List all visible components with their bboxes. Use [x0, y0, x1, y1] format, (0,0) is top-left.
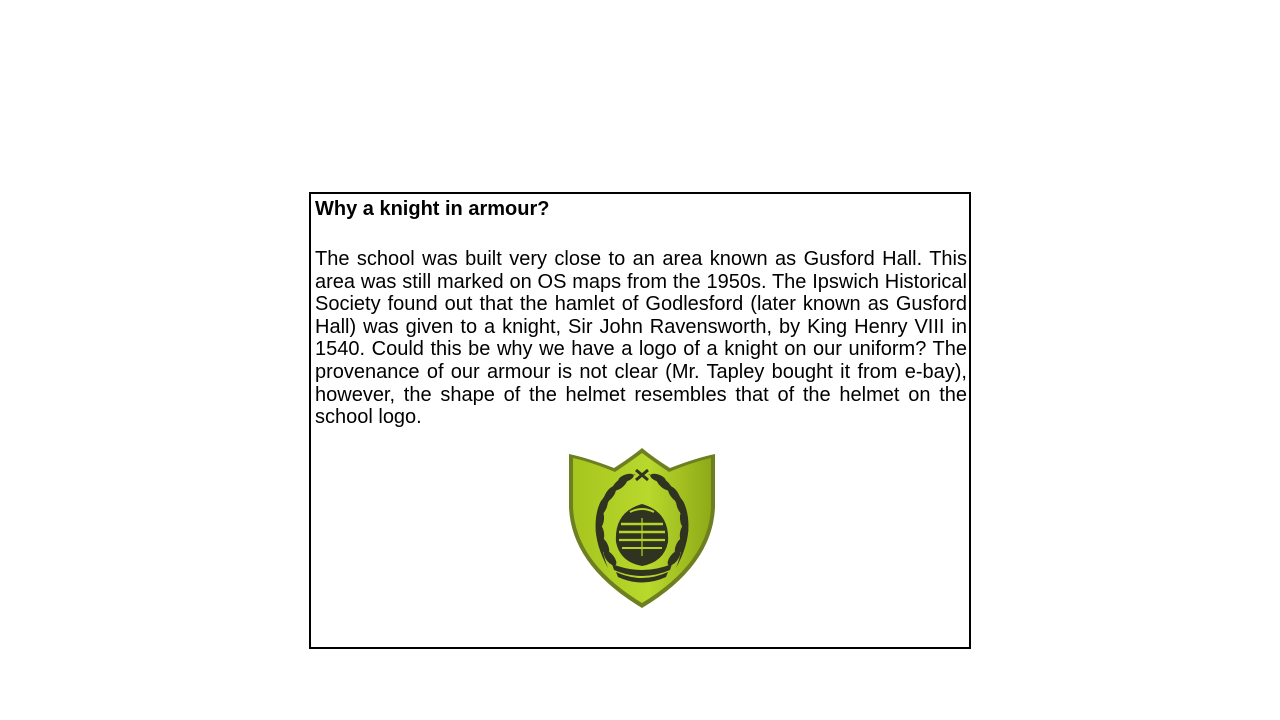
school-logo-shield-icon [566, 446, 718, 610]
slide-heading: Why a knight in armour? [315, 198, 550, 220]
text-box [309, 192, 971, 649]
slide-body-text: The school was built very close to an area known as Gusford Hall. This area was still marked on OS maps from the 1950s. The Ipswich Historical Society found out that the hamlet of Godlesford (later known as Gusford Hall) was given to a knight, Sir John Ravensworth, by King Henry VIII in 1540. Could this be why we have a logo of a knight on our uniform? The provenance of our armour is not clear (Mr. Tapley bought it from e-bay), however, the shape of the helmet resembles that of the helmet on the school logo. [315, 248, 967, 429]
